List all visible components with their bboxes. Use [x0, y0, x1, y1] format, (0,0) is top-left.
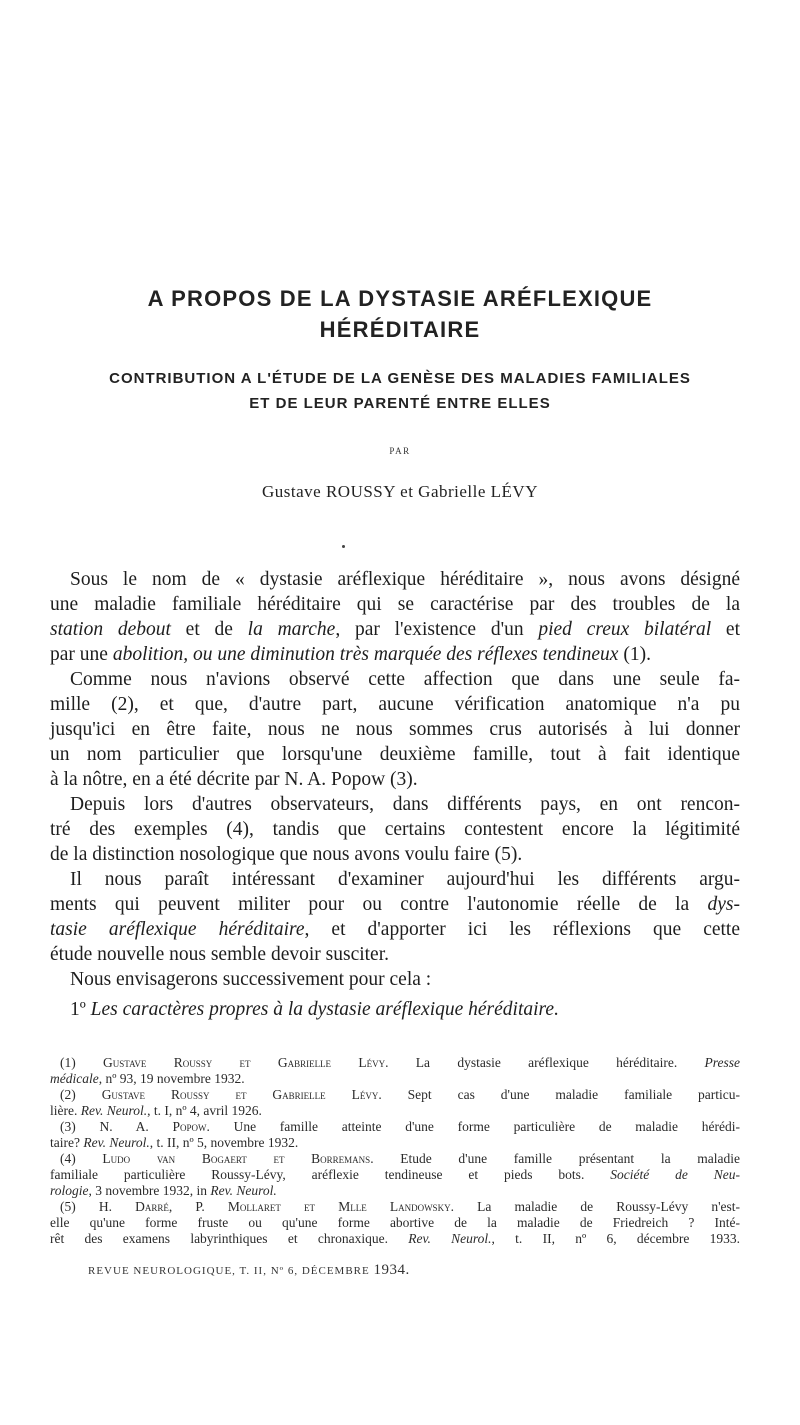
- footnote-5-cont: rêt des examens labyrinthiques et chronaxique. Rev. Neurol., t. II, nº 6, décembre 1933.: [50, 1231, 740, 1246]
- footnote-2: (2) Gustave Roussy et Gabrielle Lévy. Sept cas d'une maladie familiale particu-: [60, 1087, 740, 1102]
- body-line: jusqu'ici en être faite, nous ne nous sommes crus autorisés à lui donner: [50, 719, 740, 740]
- footnote-4-cont: familiale particulière Roussy-Lévy, aréflexie tendineuse et pieds bots. Société de Neu-: [50, 1167, 740, 1182]
- body-line: étude nouvelle nous semble devoir susciter.: [50, 944, 390, 965]
- body-line: station debout et de la marche, par l'existence d'un pied creux bilatéral et: [50, 619, 741, 640]
- footnote-3-cont: taire? Rev. Neurol., t. II, nº 5, novembre 1932.: [50, 1135, 299, 1150]
- body-line: une maladie familiale héréditaire qui se caractérise par des troubles de la: [50, 594, 740, 615]
- body-line: Depuis lors d'autres observateurs, dans différents pays, en ont rencon-: [70, 794, 740, 815]
- body-line: ments qui peuvent militer pour ou contre l'autonomie réelle de la dys-: [50, 894, 740, 915]
- title-line-2: HÉRÉDITAIRE: [319, 317, 481, 342]
- subtitle-line-2: ET DE LEUR PARENTÉ ENTRE ELLES: [249, 395, 551, 412]
- footnote-4-cont: rologie, 3 novembre 1932, in Rev. Neurol.: [50, 1183, 277, 1198]
- article-title: [40, 283, 760, 345]
- footnote-1-cont: médicale, nº 93, 19 novembre 1932.: [50, 1071, 245, 1086]
- footnote-3: (3) N. A. Popow. Une famille atteinte d'une forme particulière de maladie hérédi-: [60, 1119, 740, 1134]
- subtitle-line-1: CONTRIBUTION A L'ÉTUDE DE LA GENÈSE DES MALADIES FAMILIALES: [109, 370, 691, 387]
- body-line: Nous envisagerons successivement pour cela :: [70, 969, 432, 990]
- footnote-1: (1) Gustave Roussy et Gabrielle Lévy. La dystasie aréflexique héréditaire. Presse: [60, 1055, 740, 1070]
- ornament-dot: [342, 545, 345, 548]
- footnote-5-cont: elle qu'une forme fruste ou qu'une forme abortive de la maladie de Friedreich ? Inté-: [50, 1215, 740, 1230]
- section-heading: 1º Les caractères propres à la dystasie aréflexique héréditaire.: [70, 999, 559, 1020]
- body-line: Il nous paraît intéressant d'examiner aujourd'hui les différents argu-: [70, 869, 740, 890]
- body-line: un nom particulier que lorsqu'une deuxième famille, tout à fait identique: [50, 744, 740, 765]
- body-line: tré des exemples (4), tandis que certains contestent encore la légitimité: [50, 819, 740, 840]
- authors: Gustave ROUSSY et Gabrielle LÉVY: [262, 482, 538, 501]
- by-label: PAR: [389, 446, 411, 456]
- title-line-1: A PROPOS DE LA DYSTASIE ARÉFLEXIQUE: [147, 286, 653, 311]
- body-line: à la nôtre, en a été décrite par N. A. Popow (3).: [50, 769, 418, 790]
- body-line: tasie aréflexique héréditaire, et d'apporter ici les réflexions que cette: [50, 919, 740, 940]
- body-line: Comme nous n'avions observé cette affection que dans une seule fa-: [70, 669, 740, 690]
- body-line: par une abolition, ou une diminution très marquée des réflexes tendineux (1).: [50, 644, 651, 665]
- footnote-4: (4) Ludo van Bogaert et Borremans. Etude d'une famille présentant la maladie: [60, 1151, 740, 1166]
- journal-footer: REVUE NEUROLOGIQUE, T. II, Nº 6, DÉCEMBRE 1934.: [88, 1262, 410, 1278]
- footnote-5: (5) H. Darré, P. Mollaret et Mlle Landowsky. La maladie de Roussy-Lévy n'est-: [60, 1199, 741, 1214]
- article-subtitle: [40, 366, 760, 416]
- footnote-2-cont: lière. Rev. Neurol., t. I, nº 4, avril 1926.: [50, 1103, 262, 1118]
- body-line: Sous le nom de « dystasie aréflexique héréditaire », nous avons désigné: [70, 569, 740, 590]
- body-line: mille (2), et que, d'autre part, aucune vérification anatomique n'a pu: [50, 694, 740, 715]
- body-line: de la distinction nosologique que nous avons voulu faire (5).: [50, 844, 523, 865]
